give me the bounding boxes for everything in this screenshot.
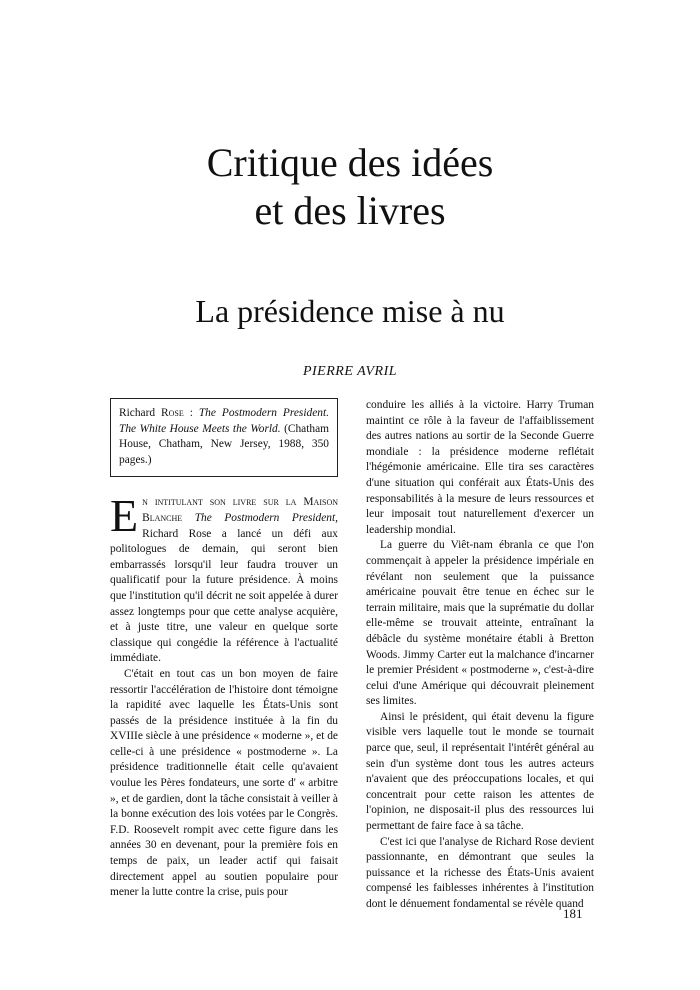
paragraph-1-text: Richard Rose a lancé un défi aux politologues de demain, qui seront bien embarrassés lorsqu'il leur faudra trouver un qualificatif pour la future présidence. À moins que l'institution qu'il décrit ne soit appelée à durer assez longtemps pour que cette analyse acquière, et à juste titre, une valeur en quelque sorte classique qui congédie la référence à l'actualité immédiate. (110, 527, 338, 665)
section-title-line-2: et des livres (254, 188, 446, 233)
book-publisher: (Chatham House, Chatham, New Jersey, 1988, 350 pages.) (119, 422, 329, 466)
paragraph-2: C'était en tout cas un bon moyen de faire ressortir l'accélération de l'histoire dont témoigne la rapidité avec laquelle les États-Unis sont passés de la présidence instituée à la fin du XVIIIe siècle à une présidence « moderne », et de celle-ci à une présidence « postmoderne ». La présidence traditionnelle était celle qu'avaient voulue les Pères fondateurs, une sorte d' « arbitre », et de gardien, dont la tâche consistait à veiller à la bonne exécution des lois votées par le Congrès. F.D. Roosevelt rompit avec cette figure dans les années 30 en devenant, pour la première fois en temps de paix, un leader actif qui faisait directement appel au soutien populaire pour mener la lutte contre la crise, puis pour (110, 667, 338, 899)
paragraph-1-book-title: The Postmodern President, (194, 511, 339, 524)
article-title: La présidence mise à nu (195, 293, 505, 329)
right-column (366, 398, 594, 913)
paragraph-6: C'est ici que l'analyse de Richard Rose devient passionnante, en démontrant que seules la puissance et la richesse des États-Unis avaient compensé les faiblesses inhérentes à l'institution dont le dénuement fondamental se révèle quand (366, 835, 594, 910)
book-author-last: Rose (161, 407, 184, 419)
article-author: PIERRE AVRIL (302, 364, 398, 379)
page-number: 181 (563, 906, 583, 921)
left-column (110, 398, 338, 901)
paragraph-1 (110, 490, 339, 667)
paragraph-5: Ainsi le président, qui était devenu la figure visible vers laquelle tout le monde se tournait parce que, seul, il représentait l'intérêt général au sein d'un système dont tous les autres acteurs n'avaient que des préoccupations locales, et qui concentrait pour cette raison les attentes de l'opinion, ne disposait-il plus des ressources lui permettant de faire face à sa tâche. (366, 710, 594, 833)
book-sep: : (183, 407, 199, 419)
book-title: The Postmodern President. The White House Meets the World. (119, 407, 329, 435)
paragraph-1-intro: n intitulant son livre sur la Maison Blanche (142, 496, 338, 524)
paragraph-4: La guerre du Viêt-nam ébranla ce que l'on commençait à appeler la présidence impériale en révélant non seulement que la puissance américaine pouvait être tenue en échec sur le terrain militaire, mais que la suprématie du dollar elle-même se trouvait atteinte, entraînant la débâcle du système monétaire établi à Bretton Woods. Jimmy Carter eut la malchance d'incarner le premier Président « postmoderne », c'est-à-dire celui d'une Amérique qui découvrait pleinement ses limites. (366, 539, 594, 708)
paragraph-3: conduire les alliés à la victoire. Harry Truman maintint ce rôle à la faveur de l'affaiblissement des autres nations au sortir de la Seconde Guerre mondiale : la présidence moderne reflétait l'hégémonie américaine. Elle tira ses caractères d'une situation qui conférait aux États-Unis des responsabilités à la mesure de leurs ressources et leur imposait tout naturellement d'exercer un leadership mondial. (366, 399, 594, 536)
drop-cap: E (110, 490, 139, 542)
book-author-first: Richard (119, 407, 162, 419)
book-reference-box (110, 398, 338, 477)
section-title-line-1: Critique des idées (206, 140, 494, 185)
